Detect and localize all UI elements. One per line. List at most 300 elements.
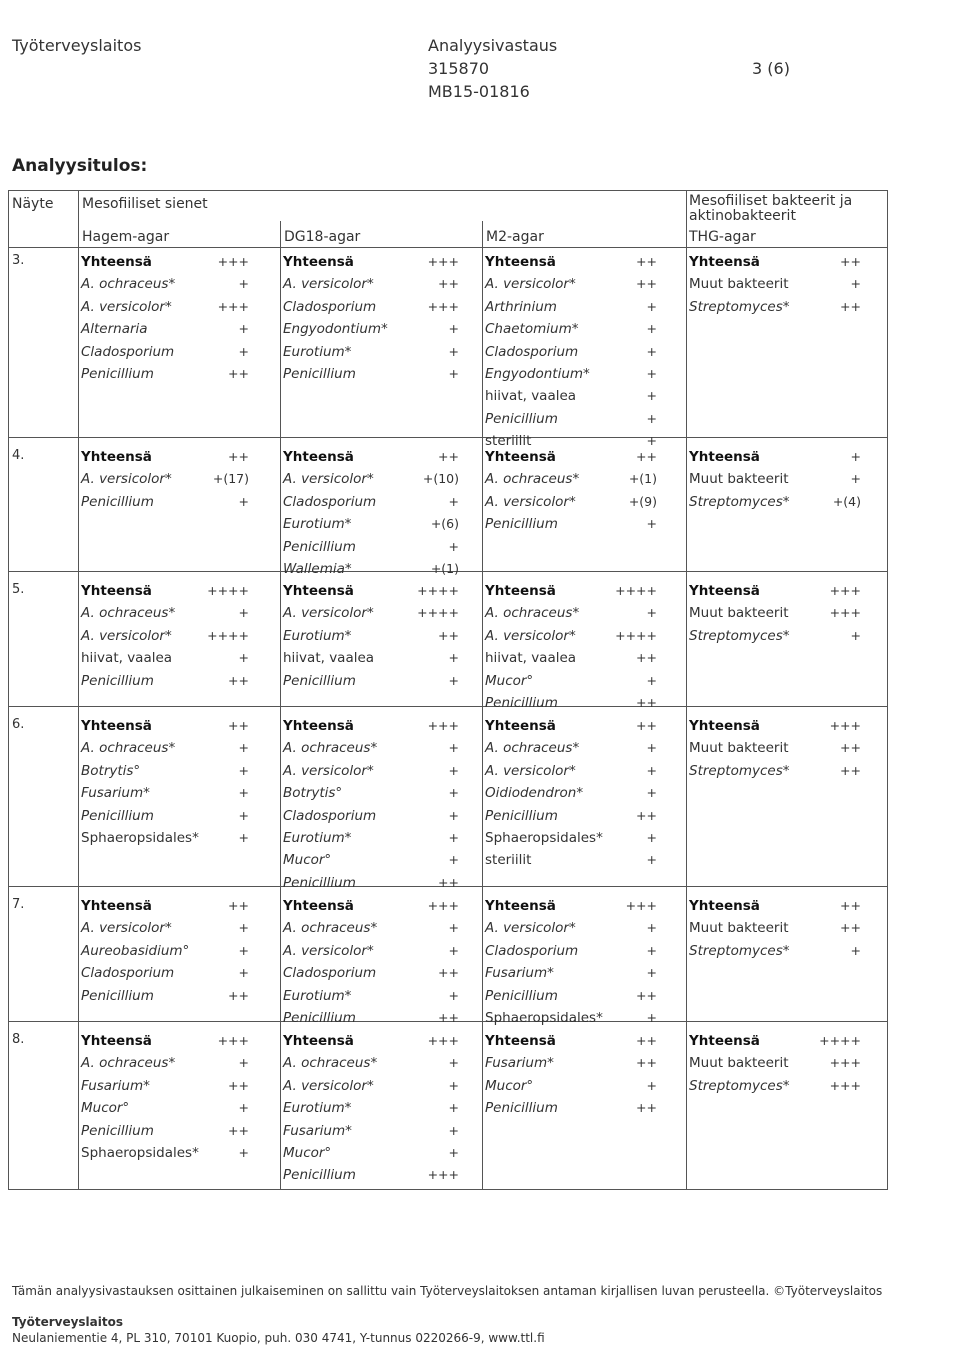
organism-name: A. ochraceus*: [81, 1055, 176, 1072]
organism-row: [81, 986, 249, 1008]
abundance-level: +: [448, 987, 459, 1003]
page-number: 3 (6): [752, 59, 790, 78]
organism-row: [283, 1098, 459, 1120]
organism-name: A. versicolor*: [283, 1077, 374, 1094]
abundance-level: +(6): [430, 516, 459, 532]
fungi-column-header: Mesofiiliset sienet: [82, 196, 208, 212]
organism-row: [689, 1076, 861, 1098]
organism-name: Mucor°: [283, 852, 332, 869]
result-list: [283, 1031, 459, 1188]
organism-row: [81, 783, 249, 805]
total-row: [283, 447, 459, 469]
footer-note: Tämän analyysivastauksen osittainen julkaiseminen on sallittu vain Työterveyslaitoksen antaman kirjallisen luvan perusteella. ©Työterveyslaitos: [12, 1284, 883, 1298]
total-row: [485, 1031, 657, 1053]
organism-name: hiivat, vaalea: [81, 650, 173, 667]
organism-name: Penicillium: [485, 694, 558, 711]
organism-name: A. ochraceus*: [283, 740, 378, 757]
organism-name: Mucor°: [283, 1144, 332, 1161]
organism-name: Streptomyces*: [689, 1077, 790, 1094]
organism-row: [485, 671, 657, 693]
result-list: [283, 716, 459, 895]
sample-number: 7.: [12, 897, 25, 912]
abundance-level: +++: [829, 1077, 861, 1093]
abundance-level: +: [850, 449, 861, 464]
result-list: [485, 252, 657, 454]
organism-row: [485, 738, 657, 760]
medium-header-3: M2-agar: [486, 229, 544, 245]
organism-name: A. versicolor*: [81, 298, 172, 315]
abundance-level: +: [646, 740, 657, 756]
organism-name: Muut bakteerit: [689, 1055, 789, 1072]
organism-name: A. ochraceus*: [485, 471, 580, 488]
abundance-level: +: [448, 1144, 459, 1160]
abundance-level: +: [448, 672, 459, 688]
organism-name: Cladosporium: [485, 942, 579, 959]
sample-code: MB15-01816: [428, 82, 530, 101]
total-row: [81, 252, 249, 274]
result-list: [689, 581, 861, 648]
organism-name: A. versicolor*: [81, 920, 172, 937]
abundance-level: +: [238, 942, 249, 958]
organism-name: Botrytis°: [81, 762, 141, 779]
organism-name: Yhteensä: [283, 449, 354, 465]
abundance-level: +: [238, 605, 249, 621]
abundance-level: +++: [427, 254, 459, 269]
organism-name: A. versicolor*: [485, 627, 576, 644]
abundance-level: +: [850, 627, 861, 643]
organism-row: [283, 963, 459, 985]
abundance-level: +++: [217, 298, 249, 314]
total-row: [283, 1031, 459, 1053]
organism-name: Engyodontium*: [283, 321, 388, 338]
abundance-level: ++: [438, 965, 459, 981]
abundance-level: +: [646, 852, 657, 868]
organism-row: [283, 1121, 459, 1143]
organism-name: Yhteensä: [283, 1033, 354, 1049]
column-divider: [280, 221, 281, 1189]
organism-row: [283, 806, 459, 828]
abundance-level: +: [448, 538, 459, 554]
organism-row: [81, 1098, 249, 1120]
abundance-level: +++: [625, 898, 657, 913]
organism-row: [485, 850, 657, 872]
organism-name: Sphaeropsidales*: [81, 1144, 199, 1161]
organism-name: Yhteensä: [485, 718, 556, 734]
total-row: [81, 896, 249, 918]
organism-row: [485, 806, 657, 828]
organism-name: Penicillium: [485, 516, 558, 533]
footer-organization: Työterveyslaitos: [12, 1315, 123, 1329]
organism-row: [81, 364, 249, 386]
organism-row: [485, 492, 657, 514]
abundance-level: +: [646, 920, 657, 936]
organism-name: Eurotium*: [283, 829, 352, 846]
organism-name: Yhteensä: [283, 898, 354, 914]
abundance-level: +: [448, 343, 459, 359]
organism-name: Penicillium: [283, 365, 356, 382]
abundance-level: ++: [228, 898, 249, 913]
abundance-level: +: [238, 276, 249, 292]
organism-row: [283, 828, 459, 850]
abundance-level: ++: [636, 1055, 657, 1071]
organism-name: Penicillium: [485, 1100, 558, 1117]
abundance-level: ++: [228, 449, 249, 464]
abundance-level: ++: [636, 694, 657, 710]
organism-row: [485, 648, 657, 670]
medium-header-2: DG18-agar: [284, 229, 361, 245]
abundance-level: ++++: [207, 627, 249, 643]
abundance-level: +++: [427, 298, 459, 314]
organism-row: [485, 941, 657, 963]
organism-name: Sphaeropsidales*: [485, 1009, 603, 1026]
organism-name: Engyodontium*: [485, 365, 590, 382]
organism-name: Penicillium: [81, 672, 154, 689]
abundance-level: +: [448, 1122, 459, 1138]
result-list: [485, 447, 657, 537]
organism-name: Yhteensä: [81, 449, 152, 465]
organism-name: Yhteensä: [689, 718, 760, 734]
organism-row: [485, 319, 657, 341]
abundance-level: +++: [427, 718, 459, 733]
result-list: [283, 896, 459, 1030]
abundance-level: +: [646, 343, 657, 359]
organism-row: [81, 342, 249, 364]
organism-row: [81, 738, 249, 760]
sample-column-header: Näyte: [12, 196, 54, 212]
result-list: [689, 896, 861, 963]
abundance-level: ++: [438, 627, 459, 643]
organism-name: Cladosporium: [485, 343, 579, 360]
organism-name: Cladosporium: [81, 965, 175, 982]
abundance-level: +: [646, 516, 657, 532]
organism-row: [81, 1076, 249, 1098]
organism-name: Yhteensä: [485, 449, 556, 465]
abundance-level: ++++: [819, 1033, 861, 1048]
organism-name: Yhteensä: [283, 254, 354, 270]
organism-name: A. ochraceus*: [283, 1055, 378, 1072]
result-list: [689, 716, 861, 783]
result-list: [689, 447, 861, 514]
abundance-level: ++: [228, 718, 249, 733]
abundance-level: ++: [636, 449, 657, 464]
result-list: [283, 581, 459, 693]
abundance-level: +: [646, 321, 657, 337]
organism-name: Penicillium: [485, 410, 558, 427]
organism-name: Cladosporium: [283, 298, 377, 315]
organism-row: [485, 274, 657, 296]
organism-row: [485, 986, 657, 1008]
organism-name: Eurotium*: [283, 516, 352, 533]
abundance-level: ++: [228, 1077, 249, 1093]
organism-row: [81, 941, 249, 963]
organism-row: [81, 671, 249, 693]
abundance-level: +: [238, 740, 249, 756]
abundance-level: ++: [840, 740, 861, 756]
organism-name: A. ochraceus*: [485, 740, 580, 757]
abundance-level: +: [238, 762, 249, 778]
organism-row: [283, 1053, 459, 1075]
abundance-level: ++: [636, 276, 657, 292]
organism-row: [485, 963, 657, 985]
organism-row: [689, 738, 861, 760]
organism-name: Yhteensä: [689, 449, 760, 465]
total-row: [485, 716, 657, 738]
abundance-level: ++: [438, 276, 459, 292]
organism-name: Mucor°: [485, 1077, 534, 1094]
result-list: [485, 896, 657, 1030]
abundance-level: ++: [636, 807, 657, 823]
abundance-level: ++++: [207, 583, 249, 598]
organism-name: A. versicolor*: [485, 493, 576, 510]
abundance-level: ++++: [615, 583, 657, 598]
organism-row: [283, 783, 459, 805]
organism-row: [283, 761, 459, 783]
result-list: [689, 252, 861, 319]
organism-name: A. ochraceus*: [485, 605, 580, 622]
organism-name: A. versicolor*: [485, 920, 576, 937]
organism-row: [485, 297, 657, 319]
organism-name: Muut bakteerit: [689, 276, 789, 293]
abundance-level: +: [238, 343, 249, 359]
organism-name: Penicillium: [283, 538, 356, 555]
result-list: [485, 1031, 657, 1121]
abundance-level: +++: [829, 718, 861, 733]
abundance-level: +: [238, 650, 249, 666]
organism-row: [689, 274, 861, 296]
abundance-level: +: [238, 807, 249, 823]
abundance-level: +: [238, 1100, 249, 1116]
organism-row: [81, 297, 249, 319]
organism-name: Muut bakteerit: [689, 471, 789, 488]
abundance-level: +: [850, 942, 861, 958]
abundance-level: +: [448, 852, 459, 868]
abundance-level: +: [448, 365, 459, 381]
abundance-level: +: [448, 785, 459, 801]
organism-name: Sphaeropsidales*: [485, 829, 603, 846]
abundance-level: +: [646, 1077, 657, 1093]
organism-row: [81, 274, 249, 296]
organism-name: Streptomyces*: [689, 762, 790, 779]
organism-name: Mucor°: [81, 1100, 130, 1117]
abundance-level: +: [448, 920, 459, 936]
organism-name: Fusarium*: [485, 965, 554, 982]
organism-row: [283, 537, 459, 559]
abundance-level: ++: [438, 1009, 459, 1025]
abundance-level: +(10): [422, 471, 459, 487]
organism-name: Eurotium*: [283, 1100, 352, 1117]
organism-name: Cladosporium: [283, 807, 377, 824]
organism-name: Yhteensä: [689, 583, 760, 599]
organism-name: Sphaeropsidales*: [81, 829, 199, 846]
abundance-level: +(1): [430, 560, 459, 576]
abundance-level: ++: [840, 254, 861, 269]
total-row: [689, 252, 861, 274]
abundance-level: +(1): [628, 471, 657, 487]
organism-name: A. versicolor*: [485, 762, 576, 779]
organism-row: [283, 850, 459, 872]
organism-row: [283, 1076, 459, 1098]
abundance-level: +: [238, 321, 249, 337]
abundance-level: +++: [217, 1033, 249, 1048]
medium-header-1: Hagem-agar: [82, 229, 170, 245]
abundance-level: +: [646, 298, 657, 314]
total-row: [689, 581, 861, 603]
organism-row: [283, 297, 459, 319]
total-row: [689, 896, 861, 918]
organism-name: A. ochraceus*: [283, 920, 378, 937]
organism-row: [485, 626, 657, 648]
abundance-level: +: [646, 605, 657, 621]
abundance-level: ++: [636, 650, 657, 666]
organism-name: Penicillium: [81, 1122, 154, 1139]
organism-name: Cladosporium: [283, 965, 377, 982]
organism-row: [81, 603, 249, 625]
abundance-level: ++: [636, 254, 657, 269]
organism-row: [283, 941, 459, 963]
organism-row: [81, 828, 249, 850]
organism-name: A. versicolor*: [283, 942, 374, 959]
result-list: [81, 252, 249, 386]
abundance-level: ++: [228, 1122, 249, 1138]
organism-name: steriilit: [485, 852, 532, 869]
abundance-level: +: [238, 493, 249, 509]
organism-row: [81, 761, 249, 783]
organism-name: Yhteensä: [689, 1033, 760, 1049]
organism-name: Yhteensä: [485, 1033, 556, 1049]
abundance-level: +: [448, 740, 459, 756]
organism-name: Botrytis°: [283, 785, 343, 802]
organism-name: hiivat, vaalea: [283, 650, 375, 667]
organism-row: [283, 1008, 459, 1030]
organism-name: Yhteensä: [283, 583, 354, 599]
abundance-level: +: [238, 920, 249, 936]
organism-name: Yhteensä: [283, 718, 354, 734]
sample-number: 6.: [12, 717, 25, 732]
organism-name: Yhteensä: [485, 583, 556, 599]
total-row: [689, 716, 861, 738]
organism-row: [81, 626, 249, 648]
organism-name: Penicillium: [81, 365, 154, 382]
organism-name: hiivat, vaalea: [485, 388, 577, 405]
organism-row: [283, 603, 459, 625]
organism-name: Arthrinium: [485, 298, 557, 315]
organism-name: Fusarium*: [81, 785, 150, 802]
abundance-level: ++: [636, 718, 657, 733]
header-rule: [9, 247, 887, 248]
organism-row: [485, 828, 657, 850]
organism-row: [689, 1053, 861, 1075]
organism-row: [81, 1053, 249, 1075]
abundance-level: ++: [840, 898, 861, 913]
organism-row: [485, 364, 657, 386]
result-list: [485, 581, 657, 715]
abundance-level: +: [238, 965, 249, 981]
results-table: [8, 190, 888, 1190]
organism-row: [689, 761, 861, 783]
abundance-level: ++: [840, 298, 861, 314]
organism-name: Yhteensä: [81, 583, 152, 599]
organism-row: [689, 492, 861, 514]
organism-name: Streptomyces*: [689, 298, 790, 315]
abundance-level: ++: [228, 672, 249, 688]
abundance-level: +: [448, 650, 459, 666]
organism-row: [283, 918, 459, 940]
organism-row: [283, 492, 459, 514]
organism-name: A. versicolor*: [485, 276, 576, 293]
abundance-level: ++: [228, 365, 249, 381]
abundance-level: +: [646, 762, 657, 778]
abundance-level: +: [646, 785, 657, 801]
abundance-level: +(17): [212, 471, 249, 487]
organism-name: Fusarium*: [283, 1122, 352, 1139]
organism-row: [283, 986, 459, 1008]
abundance-level: +: [646, 365, 657, 381]
total-row: [485, 447, 657, 469]
organism-row: [485, 761, 657, 783]
organism-row: [283, 738, 459, 760]
organism-row: [81, 1121, 249, 1143]
organism-name: Penicillium: [283, 672, 356, 689]
column-divider: [482, 221, 483, 1189]
organism-row: [689, 603, 861, 625]
total-row: [81, 716, 249, 738]
total-row: [485, 896, 657, 918]
sample-number: 8.: [12, 1032, 25, 1047]
organism-name: Penicillium: [283, 1167, 356, 1184]
abundance-level: +: [850, 276, 861, 292]
organism-name: Mucor°: [485, 672, 534, 689]
organism-name: Alternaria: [81, 321, 148, 338]
organism-row: [283, 469, 459, 491]
organism-row: [283, 1165, 459, 1187]
row-divider: [9, 437, 887, 438]
abundance-level: ++: [840, 762, 861, 778]
sample-number: 5.: [12, 582, 25, 597]
sample-number: 3.: [12, 253, 25, 268]
abundance-level: +: [646, 410, 657, 426]
organism-row: [283, 514, 459, 536]
abundance-level: ++++: [615, 627, 657, 643]
total-row: [485, 581, 657, 603]
organism-row: [485, 1053, 657, 1075]
abundance-level: +: [646, 672, 657, 688]
organism-name: Wallemia*: [283, 560, 352, 577]
organism-row: [81, 319, 249, 341]
abundance-level: +: [238, 1055, 249, 1071]
organism-name: Penicillium: [81, 987, 154, 1004]
organism-name: Cladosporium: [81, 343, 175, 360]
organism-name: Muut bakteerit: [689, 740, 789, 757]
total-row: [283, 716, 459, 738]
organism-name: Penicillium: [485, 807, 558, 824]
organism-row: [283, 648, 459, 670]
organism-name: Penicillium: [81, 493, 154, 510]
organism-name: Chaetomium*: [485, 321, 579, 338]
organism-row: [485, 342, 657, 364]
abundance-level: ++: [636, 987, 657, 1003]
abundance-level: +(9): [628, 493, 657, 509]
result-list: [81, 1031, 249, 1165]
organism-row: [81, 963, 249, 985]
abundance-level: +: [646, 388, 657, 404]
abundance-level: +: [448, 942, 459, 958]
organism-name: Oidiodendron*: [485, 785, 584, 802]
organism-row: [81, 1143, 249, 1165]
organism-name: Yhteensä: [81, 254, 152, 270]
organism-row: [689, 297, 861, 319]
abundance-level: +: [448, 1100, 459, 1116]
organism-row: [485, 469, 657, 491]
